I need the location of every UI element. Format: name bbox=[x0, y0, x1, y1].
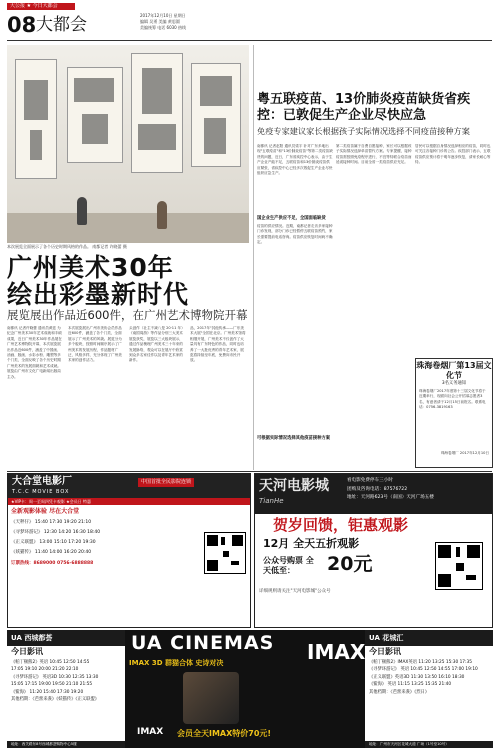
cinema-b-brand-en: TianHe bbox=[259, 497, 284, 505]
imax-logo: IMAX bbox=[307, 640, 366, 664]
ua-cinemas-ad bbox=[7, 630, 493, 748]
lead-column: 头创作（社主不减八是 20·11 年）《南国周游》等作品分别三大美术展览获奖，展览以三大板块展示，通过作品梳理广州美术三十年来的发展脉络，观众可以在展厅中欣赏到众多名家佳作以及青年艺术家的新作。 bbox=[129, 326, 185, 363]
visitor-figure bbox=[77, 197, 87, 225]
ua-center-logo: UA CINEMAS bbox=[131, 632, 275, 654]
cinema-b-brand: 天河电影城 bbox=[259, 478, 329, 494]
cinema-b-parking: 看电影免费停车三小时 bbox=[347, 478, 393, 483]
ua-left-item: 17:05 19:10 20:00 21:20 22:10 bbox=[11, 667, 79, 673]
side-column: 南都讯 记者赵阳 通讯员梁宇 针对广东多地出现"五联疫苗"和"13价肺炎疫苗"等第二类疫苗缺货的问题，近日，广东省疾控中心表示，由于生产企业产能不足，五联疫苗和13价肺炎疫苗供应紧张，省疾控中心已经多次敦促生产企业尽快组织应急生产。 bbox=[257, 144, 333, 176]
cinema-b-price: 20元 bbox=[327, 553, 373, 575]
qr-code-icon bbox=[204, 532, 246, 574]
artwork-painting bbox=[191, 63, 241, 167]
cinema-b-address: 地址：天河路623号（南国）天河广场五楼 bbox=[347, 495, 434, 500]
notice-title: 珠海卷烟厂第13届文化节 bbox=[416, 361, 492, 380]
ua-left-address: 地址：西关路东8号西城都荟购物中心5楼 bbox=[7, 741, 125, 748]
photo-caption: 本次展览全面展示了各个历史时期风格的作品。 南都记者 许晓蕾 摄 bbox=[7, 244, 127, 249]
ua-right-address: 地址：广州市天河区花城大道 广场（1号至10号） bbox=[365, 741, 493, 748]
cinema-a-subtitle: T.C.C MOVIE BOX bbox=[12, 489, 70, 495]
lead-column: 南都讯 记者许晓蕾 通讯员黄廷 为纪念广州美术30年艺术成就和丰硕成果，近日广州美术30年作品展在广州艺术博物院开幕，本次展览展出作品近600件，涵盖了中国画、油画、版画、水彩水粉、雕塑等多个门类，全面反映了各个历史时期广州美术的发展面貌和艺术成就。展览由广州市文化广电新闻出版局主办。 bbox=[7, 326, 62, 379]
side-subheading: 可根据实际情况选择其他疫苗接种方案 bbox=[257, 436, 331, 441]
schedule-row: 《正义联盟》 13:00 15:10 17:20 19:30 bbox=[11, 540, 96, 545]
gallery-floor bbox=[7, 213, 249, 243]
ua-right-item: 其他档期：《芭蕾来袭》《烈日》 bbox=[369, 689, 430, 695]
notice-box bbox=[415, 358, 493, 468]
ua-right-panel bbox=[365, 630, 493, 748]
header-divider bbox=[7, 40, 492, 41]
movie-poster-image bbox=[183, 672, 239, 724]
page-number: 08 bbox=[7, 13, 37, 37]
ua-right-item: 《帕丁顿熊2》IMAX英语 11:20 13:25 15:30 17:35 bbox=[369, 660, 472, 665]
artwork-painting bbox=[131, 53, 183, 173]
ua-right-item: 《寻梦环游记》 英语 10:45 12:50 14:55 17:00 19:10 bbox=[369, 667, 478, 673]
ua-left-item: 《帕丁顿熊2》英语 10:45 12:50 14:55 bbox=[11, 660, 90, 665]
qr-code-icon bbox=[435, 542, 483, 590]
ad-divider bbox=[7, 471, 492, 472]
meta-editor: 编辑 吴勇 美编 黄思圆 bbox=[140, 19, 180, 24]
cinema-a-brand: 大合堂电影厂 bbox=[12, 476, 72, 487]
column-divider bbox=[253, 45, 254, 470]
cinema-a-tagline: 中国首批全民影院连锁 bbox=[138, 478, 194, 487]
schedule-row: 《天秤仔》 15:40 17:30 19:20 21:10 bbox=[11, 520, 92, 525]
side-column: 疫苗的供应情况。近期，南都记者走访多家接种门诊发现，部分门诊已经暂停五联疫苗预约，家长需要提前电话咨询。疫苗供应恢复时间尚不确定。 bbox=[257, 224, 333, 245]
header-meta bbox=[140, 13, 186, 31]
cinema-ad-b bbox=[254, 473, 493, 628]
side-subheading: 国企业生产供应不足，全国面临缺货 bbox=[257, 216, 326, 221]
ua-left-logo: UA 西城都荟 bbox=[7, 630, 125, 646]
visitor-figure bbox=[157, 201, 167, 229]
cinema-b-promo: 12月 全天五折观影 bbox=[263, 537, 360, 550]
cinema-ad-b-header bbox=[255, 474, 492, 514]
schedule-row: 《寻梦环游记》 12:30 14:20 16:30 18:40 bbox=[11, 530, 101, 535]
schedule-row: 《妖猫传》 11:40 14:00 16:20 20:40 bbox=[11, 550, 92, 555]
section-name: 大都会 bbox=[36, 15, 87, 35]
cinema-a-slogan: 全新观影体验 尽在大合堂 bbox=[11, 508, 80, 515]
ua-right-title: 今日影讯 bbox=[369, 647, 401, 656]
cinema-b-phone: 团购及咨询电话：87576722 bbox=[347, 486, 408, 492]
cinema-b-footer: 详细规则请关注"天河电影城"公众号 bbox=[259, 589, 331, 594]
notice-body: 珠海卷烟厂2017年度第十三届文化节将于近期举行，现面向社会公开招募志愿者3名，有意者请于12月15日前报名。联系电话：0756-3819163 bbox=[419, 389, 486, 410]
ua-left-item: 15:05 17:15 19:00 19:50 21:10 21:55 bbox=[11, 682, 93, 688]
artwork-scroll bbox=[15, 59, 57, 179]
lead-headline: 广州美术30年 bbox=[7, 253, 174, 282]
ua-right-item: 《正义联盟》英语3D 11:30 13:50 16:10 18:30 bbox=[369, 674, 465, 680]
cinema-ad-a-header bbox=[8, 474, 250, 498]
ua-left-item: 《寻梦环游记》 英语3D 10:30 12:35 13:30 bbox=[11, 674, 99, 680]
lead-column: 品，2017年"其他传承——广东美术大展"全国在北京。广州美术馆将相继开展，广州美术不仅创作了大量具有广东特色的作品，同时也培养了一大批优秀的青年艺术家，展览将持续至年底，免费向市民开放。 bbox=[190, 326, 246, 363]
cinema-a-vip: ★VIP卡：周一至周四凭卡观影 ★会员日 特惠 bbox=[8, 498, 250, 505]
side-headline: 粤五联疫苗、13价肺炎疫苗缺货省疾控：已敦促生产企业尽快应急 bbox=[257, 92, 471, 123]
meta-date: 2017年12月10日 星期日 bbox=[140, 13, 186, 18]
ua-left-panel bbox=[7, 630, 125, 748]
ua-member-line: 会员全天IMAX特价70元! bbox=[177, 729, 272, 738]
ua-left-title: 今日影讯 bbox=[11, 647, 43, 656]
cinema-a-phone: 订票热线：8689000 0756-6888888 bbox=[11, 561, 94, 566]
cinema-ad-a bbox=[7, 473, 251, 628]
ua-imax-badge: IMAX bbox=[137, 727, 164, 737]
lead-subheadline: 展览展出作品近600件，在广州艺术博物院开幕 bbox=[7, 308, 248, 322]
lead-headline-2: 绘出彩墨新时代 bbox=[7, 280, 190, 309]
notice-footer: 珠海卷烟厂 2017年12月10日 bbox=[440, 451, 489, 455]
side-subheadline: 免疫专家建议家长根据孩子实际情况选择不同疫苗接种方案 bbox=[257, 126, 470, 136]
side-column: 第二类疫苗属于自费自愿接种，家长可以根据孩子实际情况选择单苗替代方案。专家提醒，接种疫苗需按照免疫程序进行，不宜等待联合疫苗而延误接种时间。目前全省一类疫苗供应充足。 bbox=[336, 144, 412, 165]
meta-check: 美编统筹 电话 6030 热线 bbox=[140, 25, 186, 30]
notice-subtitle: 3名义务通知 bbox=[441, 381, 467, 386]
side-column: 居民可以根据自身情况选择相应的疫苗，同时也可关注各接种门诊的公告。疾控部门表示，五联疫苗供应预计将于明年逐步恢复，请家长耐心等待。 bbox=[415, 144, 491, 165]
ua-promo-banner: IMAX 3D 群猫合体 史诗对决 bbox=[129, 659, 224, 667]
cinema-b-promo-sub: 公众号购票 全天低至： bbox=[263, 556, 314, 575]
ua-left-item: 《鲨海》 11:20 15:40 17:30 19:20 bbox=[11, 689, 84, 695]
ua-right-item: 《鲨海》 英语 11:15 13:25 15:35 21:40 bbox=[369, 682, 452, 688]
lead-column: 本次展览展出广州市美协会员作品近600件，涵盖了各个门类，全面展示了广州美术的风貌。展览分为多个板块，按照时间顺序展示了广州美术的发展历程，作品题材广泛，风格多样，充分体现了广州美术家的创作活力。 bbox=[68, 326, 122, 363]
section-tab: 大公报 ★ 今日大都会 bbox=[7, 3, 75, 10]
cinema-b-info bbox=[347, 477, 491, 503]
ua-right-logo: UA 花城汇 bbox=[365, 630, 493, 646]
ua-left-item: 其他档期：《芭蕾来袭》《妖猫传》《正义联盟》 bbox=[11, 697, 100, 703]
exhibition-photo bbox=[7, 45, 249, 243]
artwork-painting bbox=[67, 67, 123, 163]
cinema-b-greeting: 贺岁回馈，钜惠观影 bbox=[273, 516, 409, 534]
